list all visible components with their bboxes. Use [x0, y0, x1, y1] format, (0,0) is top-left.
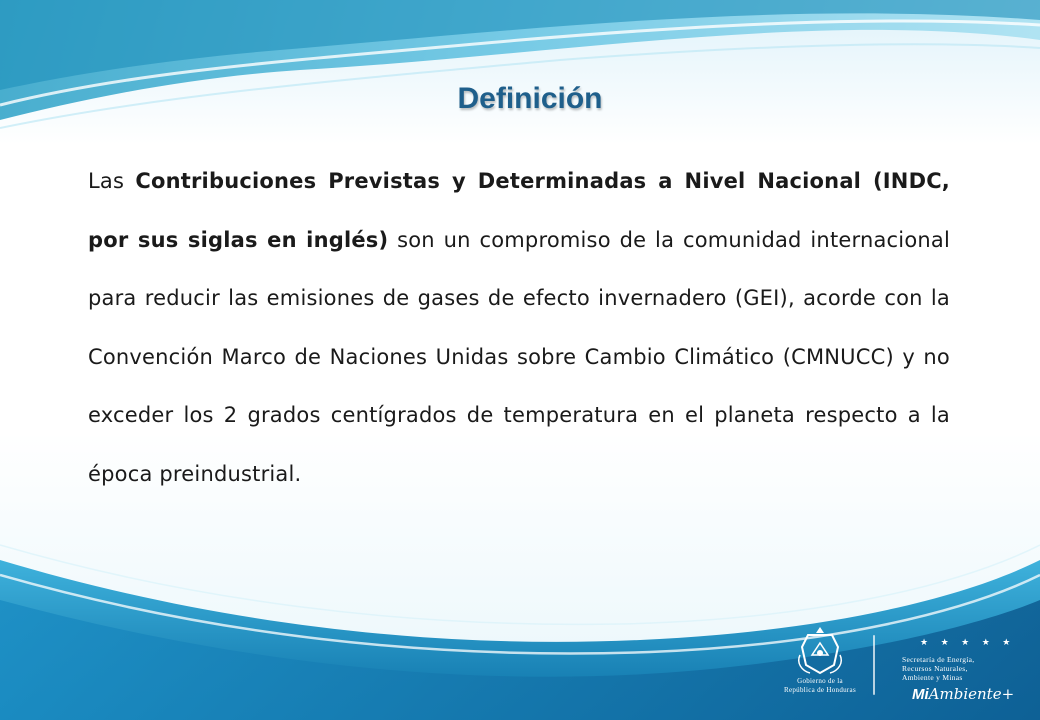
- paragraph-bold-term: Contribuciones Previstas y Determinadas a Nivel Nacional (INDC, por sus siglas en inglés): [88, 169, 950, 252]
- brand-ambiente: Ambiente+: [928, 685, 1015, 703]
- brand-mi: Mi: [912, 686, 929, 703]
- gobierno-label: [770, 677, 870, 695]
- gobierno-line-1: Gobierno de la: [797, 677, 843, 685]
- secretaria-line-2: Recursos Naturales,: [902, 664, 968, 673]
- secretaria-line-3: Ambiente y Minas: [902, 673, 963, 682]
- definition-paragraph: [88, 152, 950, 503]
- slide-title: Definición: [457, 82, 603, 115]
- secretaria-line-1: Secretaría de Energía,: [902, 655, 975, 664]
- footer-logos: [770, 625, 1030, 715]
- paragraph-rest: son un compromiso de la comunidad internacional para reducir las emisiones de gases de efecto invernadero (GEI), acorde con la Convención Marco de Naciones Unidas sobre Cambio Climático (CMNUCC) y no exceder los 2 grados centígrados de temperatura en el planeta respecto a la época preindustrial.: [88, 227, 950, 486]
- logo-divider: [873, 635, 875, 695]
- coat-of-arms-icon: [790, 625, 850, 677]
- paragraph-lead: Las: [88, 169, 136, 193]
- stars-icon: ★ ★ ★ ★ ★: [920, 637, 1016, 647]
- secretaria-label: [902, 655, 1022, 682]
- mi-ambiente-logo: [912, 685, 1014, 703]
- gobierno-line-2: República de Honduras: [783, 686, 856, 694]
